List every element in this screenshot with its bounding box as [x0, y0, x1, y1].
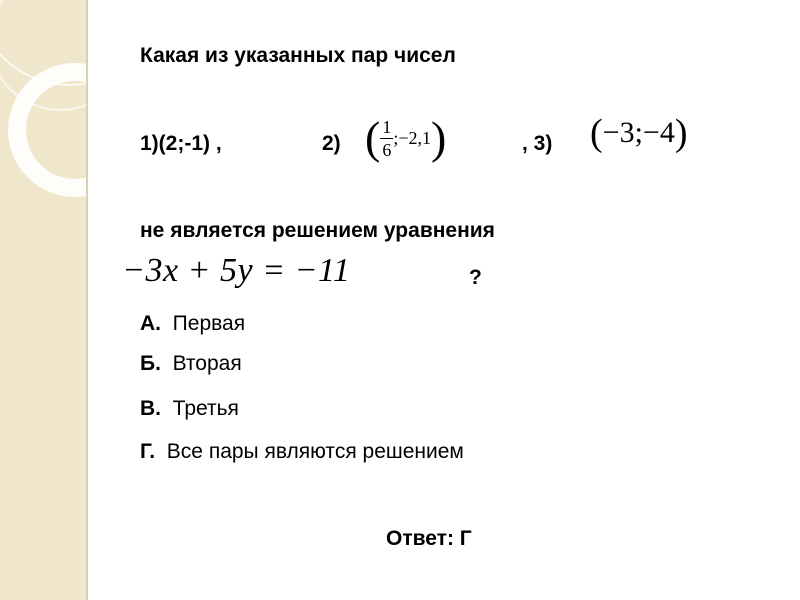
pair-2-value: ( $\frac{1}{6}$ ;−2,1 )	[365, 112, 447, 163]
pair-3-value: ( −3;−4 )	[590, 112, 688, 154]
pair-3-prefix: , 3)	[522, 132, 553, 155]
pair-2-fraction: $\frac{1}{6}$	[382, 116, 392, 160]
question-mark: ?	[469, 266, 482, 289]
option-d: Г. Все пары являются решением	[140, 440, 464, 463]
option-a: А. Первая	[140, 312, 246, 335]
answer: Ответ: Г	[386, 527, 472, 550]
equation-line	[122, 252, 762, 294]
decorative-sidebar	[0, 0, 88, 600]
pair-2-label: 2)	[322, 132, 341, 155]
pair-2-rest: ;−2,1	[393, 127, 431, 148]
question-line-3: не является решением уравнения	[140, 219, 495, 242]
circles-decoration	[0, 0, 86, 600]
question-line-1: Какая из указанных пар чисел	[140, 44, 456, 67]
slide-content	[122, 0, 780, 600]
pair-1: 1)(2;-1) ,	[140, 132, 222, 155]
option-b: Б. Вторая	[140, 352, 242, 375]
option-c: В. Третья	[140, 397, 239, 420]
equation: −3x + 5y = −11	[122, 252, 351, 289]
number-pairs-line	[140, 112, 760, 178]
